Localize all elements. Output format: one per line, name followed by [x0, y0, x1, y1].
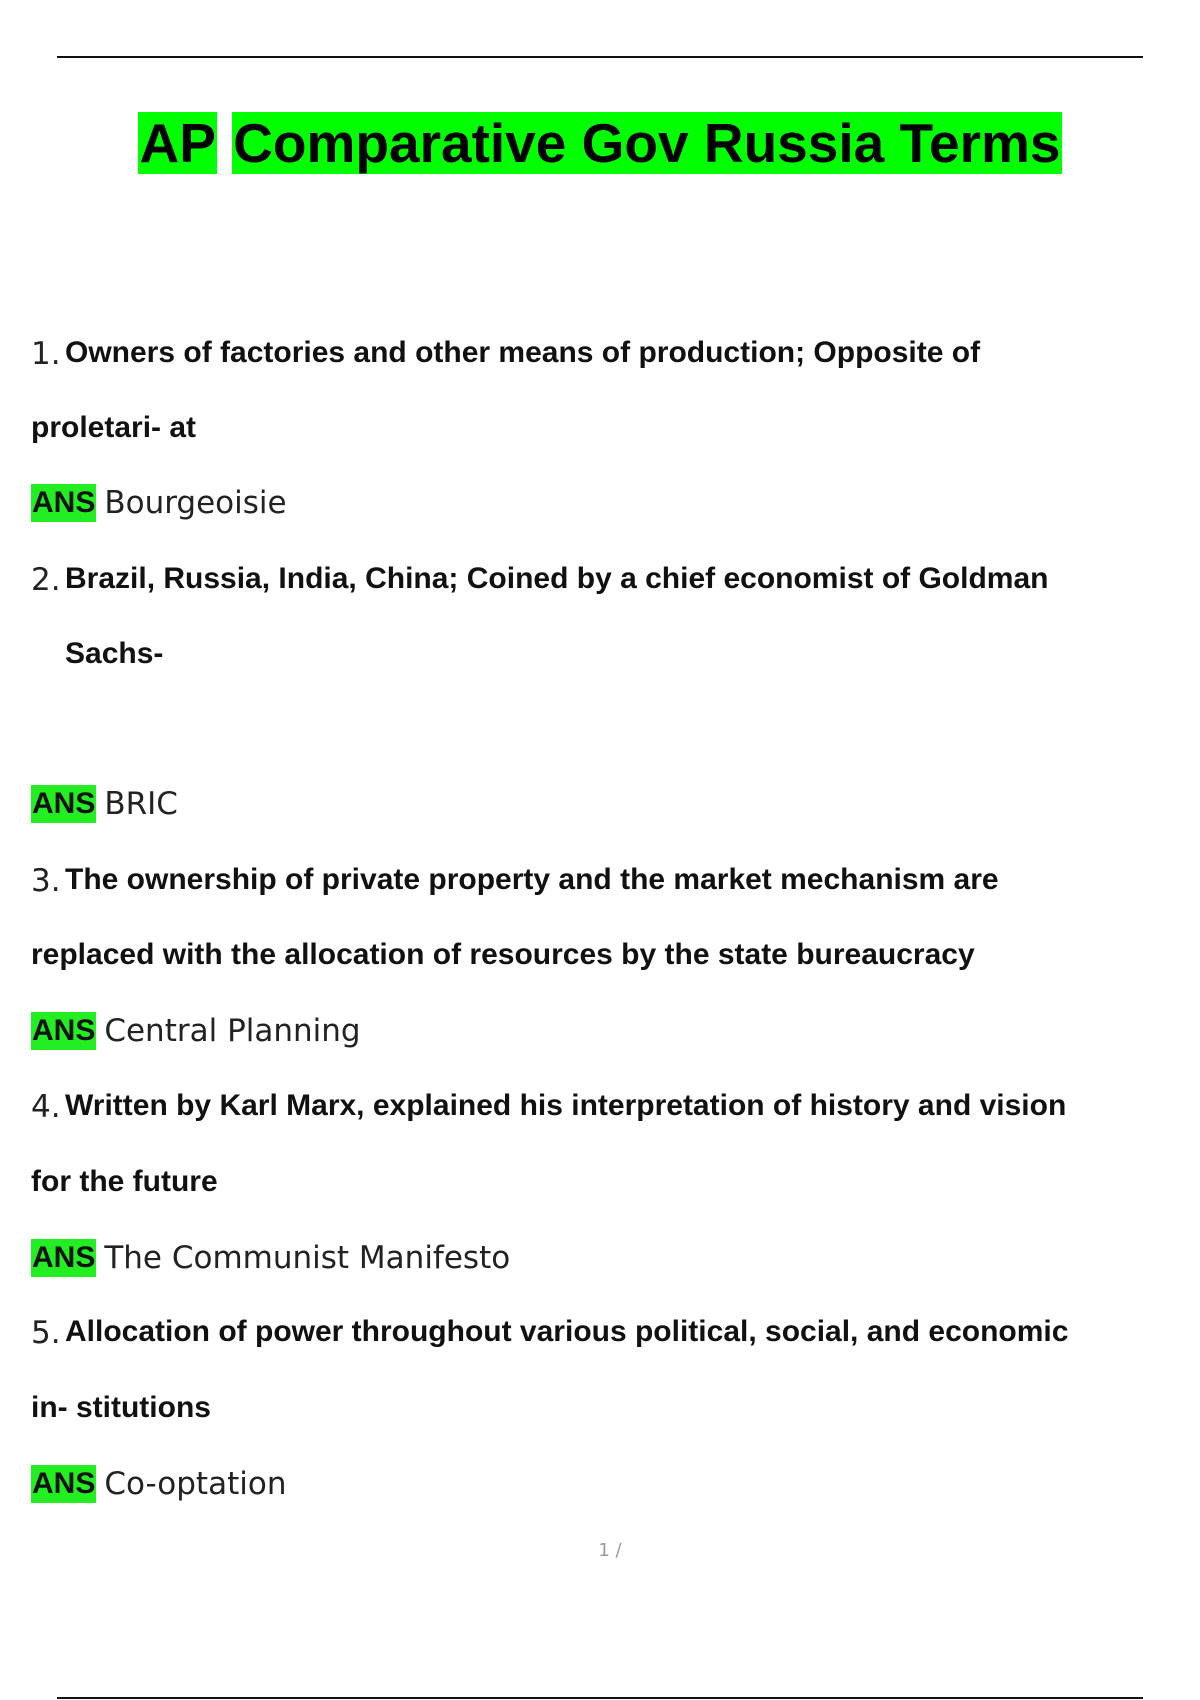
question-text-line2: replaced with the allocation of resources by the state bureaucracy: [31, 938, 975, 971]
question-text-line2: Sachs-: [65, 637, 164, 670]
answer-row: [31, 1465, 286, 1505]
bottom-rule: [57, 1697, 1143, 1699]
question-text-line1: Written by Karl Marx, explained his interpretation of history and vision: [65, 1089, 1067, 1122]
question-text-line2: for the future: [31, 1165, 218, 1198]
answer-text: Central Planning: [104, 1013, 361, 1049]
title-word-ap: AP: [139, 112, 216, 174]
question-text-line2: proletari- at: [31, 411, 197, 444]
answer-row: [31, 1012, 361, 1052]
answer-text: BRIC: [104, 786, 178, 822]
answer-row: [31, 1239, 510, 1279]
page-number: 1 /: [598, 1540, 622, 1561]
question-text-line1: Brazil, Russia, India, China; Coined by a chief economist of Goldman: [65, 562, 1049, 595]
ans-label: ANS: [31, 785, 96, 823]
answer-text: The Communist Manifesto: [104, 1240, 511, 1276]
answer-row: [31, 785, 178, 825]
page-title: [138, 110, 1061, 176]
question-number: 2.: [31, 562, 61, 598]
question-text-line2: in- stitutions: [31, 1391, 211, 1424]
ans-label: ANS: [31, 1465, 96, 1503]
question-number: 5.: [31, 1315, 61, 1351]
question-number: 3.: [31, 863, 61, 899]
title-rest: Comparative Gov Russia Terms: [233, 112, 1061, 174]
top-rule: [57, 56, 1143, 58]
answer-text: Bourgeoisie: [104, 485, 287, 521]
title-block: [0, 110, 1200, 176]
question-number: 1.: [31, 336, 61, 372]
answer-text: Co-optation: [104, 1466, 287, 1502]
ans-label: ANS: [31, 1012, 96, 1050]
ans-label: ANS: [31, 484, 96, 522]
ans-label: ANS: [31, 1239, 96, 1277]
question-text-line1: Owners of factories and other means of production; Opposite of: [65, 336, 981, 369]
answer-row: [31, 484, 287, 524]
question-text-line1: Allocation of power throughout various political, social, and economic: [65, 1315, 1069, 1348]
question-text-line1: The ownership of private property and the market mechanism are: [65, 863, 999, 896]
question-number: 4.: [31, 1089, 61, 1125]
